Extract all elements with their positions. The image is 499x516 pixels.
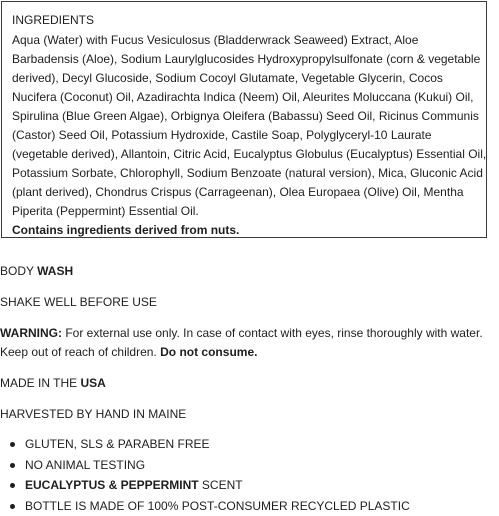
ingredients-heading: INGREDIENTS: [12, 12, 486, 28]
warning-body: For external use only. In case of contact with eyes, rinse thoroughly with water. Keep out of reach of children.: [0, 326, 483, 359]
feature-item: GLUTEN, SLS & PARABEN FREE: [0, 434, 410, 455]
warning-text: [0, 324, 494, 362]
feature-item: EUCALYPTUS & PEPPERMINT SCENT: [0, 475, 410, 496]
feature-list: [0, 434, 410, 516]
ingredients-list: Aqua (Water) with Fucus Vesiculosus (Bladderwrack Seaweed) Extract, Aloe Barbadensis (Aloe), Sodium Laurylglucosides Hydroxypropylsulfonate (corn & vegetable derived), Decyl Glucoside, Sodium Cocoyl Glutamate, Vegetable Glycerin, Cocos Nucifera (Coconut) Oil, Azadirachta Indica (Neem) Oil, Aleurites Moluccana (Kukui) Oil, Spirulina (Blue Green Algae), Orbignya Oleifera (Babassu) Seed Oil, Ricinus Communis (Castor) Seed Oil, Potassium Hydroxide, Castile Soap, Polyglyceryl-10 Laurate (vegetable derived), Allantoin, Citric Acid, Eucalyptus Globulus (Eucalyptus) Essential Oil, Potassium Sorbate, Chlorophyll, Sodium Benzoate (natural version), Mica, Gluconic Acid (plant derived), Chondrus Crispus (Carrageenan), Olea Europaea (Olive) Oil, Mentha Piperita (Peppermint) Essential Oil.: [12, 31, 488, 221]
origin-line: [0, 375, 106, 391]
feature-item: BOTTLE IS MADE OF 100% POST-CONSUMER RECYCLED PLASTIC: [0, 496, 410, 516]
nut-notice: Contains ingredients derived from nuts.: [12, 221, 486, 240]
origin-country: USA: [80, 376, 105, 390]
warning-label: WARNING:: [0, 326, 62, 340]
feature-item: NO ANIMAL TESTING: [0, 455, 410, 476]
ingredients-panel: [1, 1, 487, 238]
warning-emphasis: Do not consume.: [160, 345, 257, 359]
product-type-prefix: BODY: [0, 264, 37, 278]
shake-notice: SHAKE WELL BEFORE USE: [0, 294, 157, 310]
product-type-emphasis: WASH: [37, 264, 73, 278]
harvest-line: HARVESTED BY HAND IN MAINE: [0, 406, 186, 422]
product-type: [0, 263, 73, 279]
origin-prefix: MADE IN THE: [0, 376, 80, 390]
